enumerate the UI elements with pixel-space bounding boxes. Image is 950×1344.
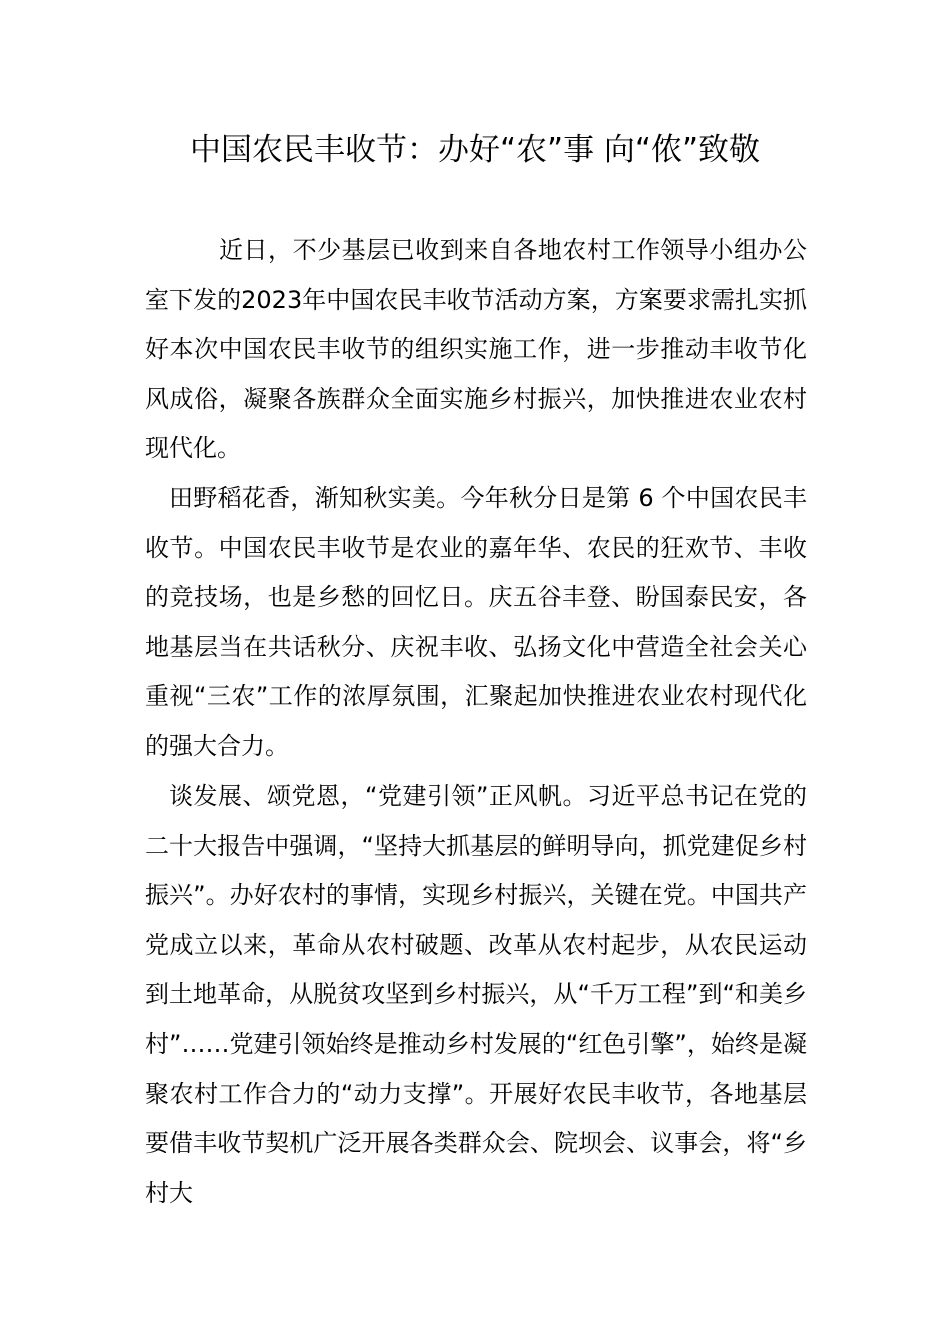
paragraph-3: 谈发展、颂党恩，“党建引领”正风帆。习近平总书记在党的二十大报告中强调，“坚持大抓基层的鲜明导向，抓党建促乡村振兴”。办好农村的事情，实现乡村振兴，关键在党。中国共产党成立以来，革命从农村破题、改革从农村起步，从农民运动到土地革命，从脱贫攻坚到乡村振兴，从“千万工程”到“和美乡村”……党建引领始终是推动乡村发展的“红色引擎”，始终是凝聚农村工作合力的“动力支撑”。开展好农民丰收节，各地基层要借丰收节契机广泛开展各类群众会、院坝会、议事会，将“乡村大 (145, 782, 807, 1207)
paragraph-2: 田野稻花香，渐知秋实美。今年秋分日是第 6 个中国农民丰收节。中国农民丰收节是农业的嘉年华、农民的狂欢节、丰收的竞技场，也是乡愁的回忆日。庆五谷丰登、盼国泰民安，各地基层当在共话秋分、庆祝丰收、弘扬文化中营造全社会关心重视“三农”工作的浓厚氛围，汇聚起加快推进农业农村现代化的强大合力。 (145, 484, 807, 760)
document-title: 中国农民丰收节：办好“农”事 向“侬”致敬 (189, 132, 761, 168)
paragraph-1: 近日，不少基层已收到来自各地农村工作领导小组办公室下发的2023年中国农民丰收节活动方案，方案要求需扎实抓好本次中国农民丰收节的组织实施工作，进一步推动丰收节化风成俗，凝聚各族群众全面实施乡村振兴，加快推进农业农村现代化。 (145, 236, 807, 463)
